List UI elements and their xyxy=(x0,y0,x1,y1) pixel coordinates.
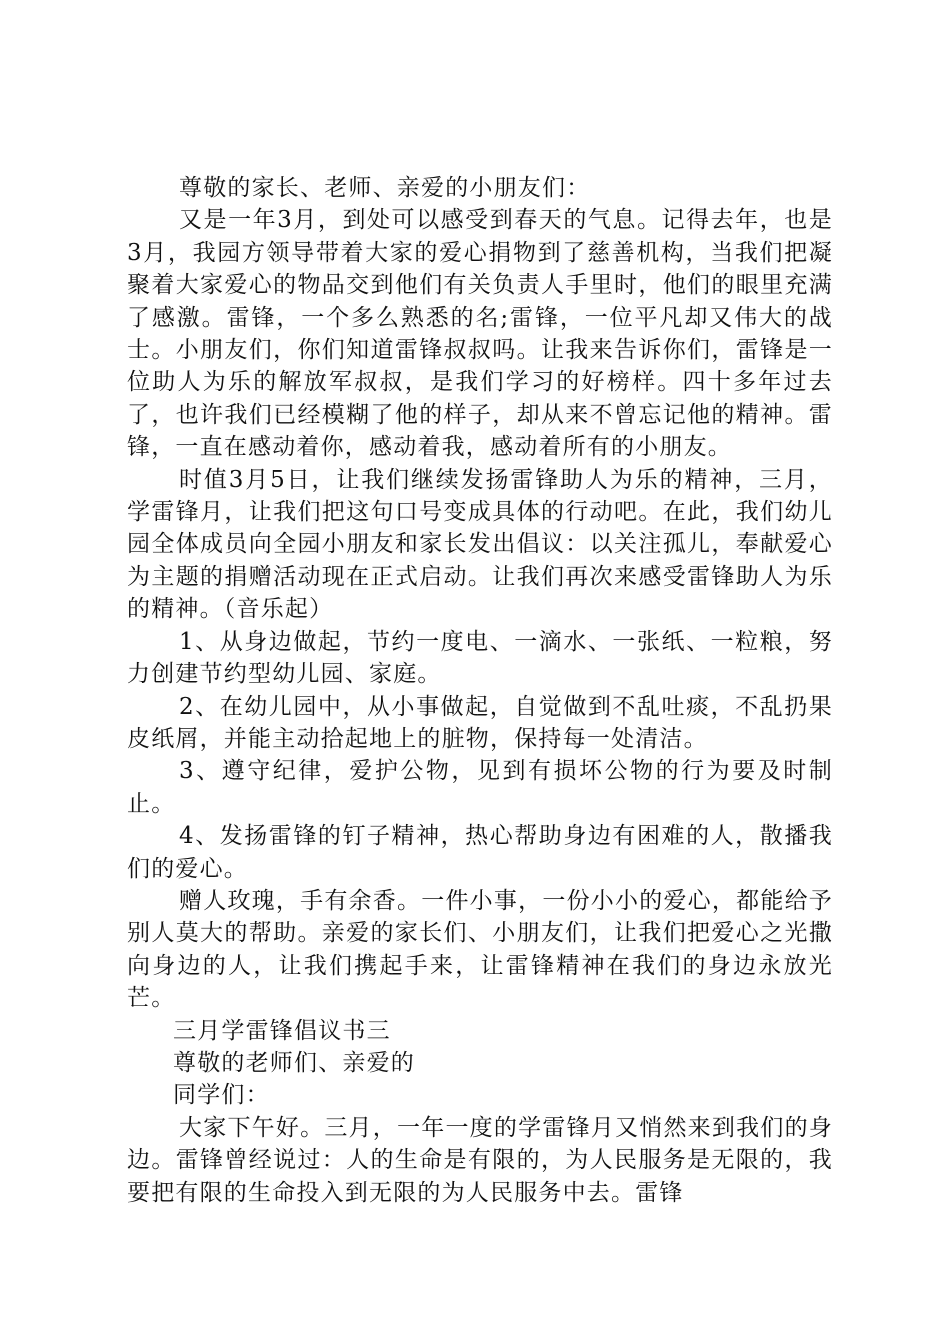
body-paragraph: 时值3月5日，让我们继续发扬雷锋助人为乐的精神，三月，学雷锋月，让我们把这句口号变成具体的行动吧。在此，我们幼儿园全体成员向全园小朋友和家长发出倡议：以关注孤儿，奉献爱心为主题的捐赠活动现在正式启动。让我们再次来感受雷锋助人为乐的精神。（音乐起） xyxy=(127,466,833,623)
document-body xyxy=(127,172,833,1209)
salutation: 尊敬的家长、老师、亲爱的小朋友们： xyxy=(179,175,591,201)
salutation: 尊敬的老师们、亲爱的 xyxy=(173,1049,415,1076)
list-item: 2、在幼儿园中，从小事做起，自觉做到不乱吐痰，不乱扔果皮纸屑，并能主动拾起地上的脏物，保持每一处清洁。 xyxy=(127,693,833,752)
salutation: 同学们： xyxy=(173,1082,270,1109)
body-paragraph: 赠人玫瑰，手有余香。一件小事，一份小小的爱心，都能给予别人莫大的帮助。亲爱的家长们、小朋友们，让我们把爱心之光撒向身边的人，让我们携起手来，让雷锋精神在我们的身边永放光芒。 xyxy=(127,887,833,1012)
body-paragraph: 大家下午好。三月，一年一度的学雷锋月又悄然来到我们的身边。雷锋曾经说过：人的生命是有限的，为人民服务是无限的，我要把有限的生命投入到无限的为人民服务中去。雷锋 xyxy=(127,1114,833,1206)
list-item: 3、遵守纪律，爱护公物，见到有损坏公物的行为要及时制止。 xyxy=(127,758,833,817)
body-paragraph: 又是一年3月，到处可以感受到春天的气息。记得去年，也是3月，我园方领导带着大家的爱心捐物到了慈善机构，当我们把凝聚着大家爱心的物品交到他们有关负责人手里时，他们的眼里充满了感激。雷锋，一个多么熟悉的名;雷锋，一位平凡却又伟大的战士。小朋友们，你们知道雷锋叔叔吗。让我来告诉你们，雷锋是一位助人为乐的解放军叔叔，是我们学习的好榜样。四十多年过去了，也许我们已经模糊了他的样子，却从来不曾忘记他的精神。雷锋，一直在感动着你，感动着我，感动着所有的小朋友。 xyxy=(127,207,833,461)
section-title: 三月学雷锋倡议书三 xyxy=(173,1017,391,1044)
list-item: 1、从身边做起，节约一度电、一滴水、一张纸、一粒粮，努力创建节约型幼儿园、家庭。 xyxy=(127,628,833,688)
list-item: 4、发扬雷锋的钉子精神，热心帮助身边有困难的人，散播我们的爱心。 xyxy=(127,823,833,882)
